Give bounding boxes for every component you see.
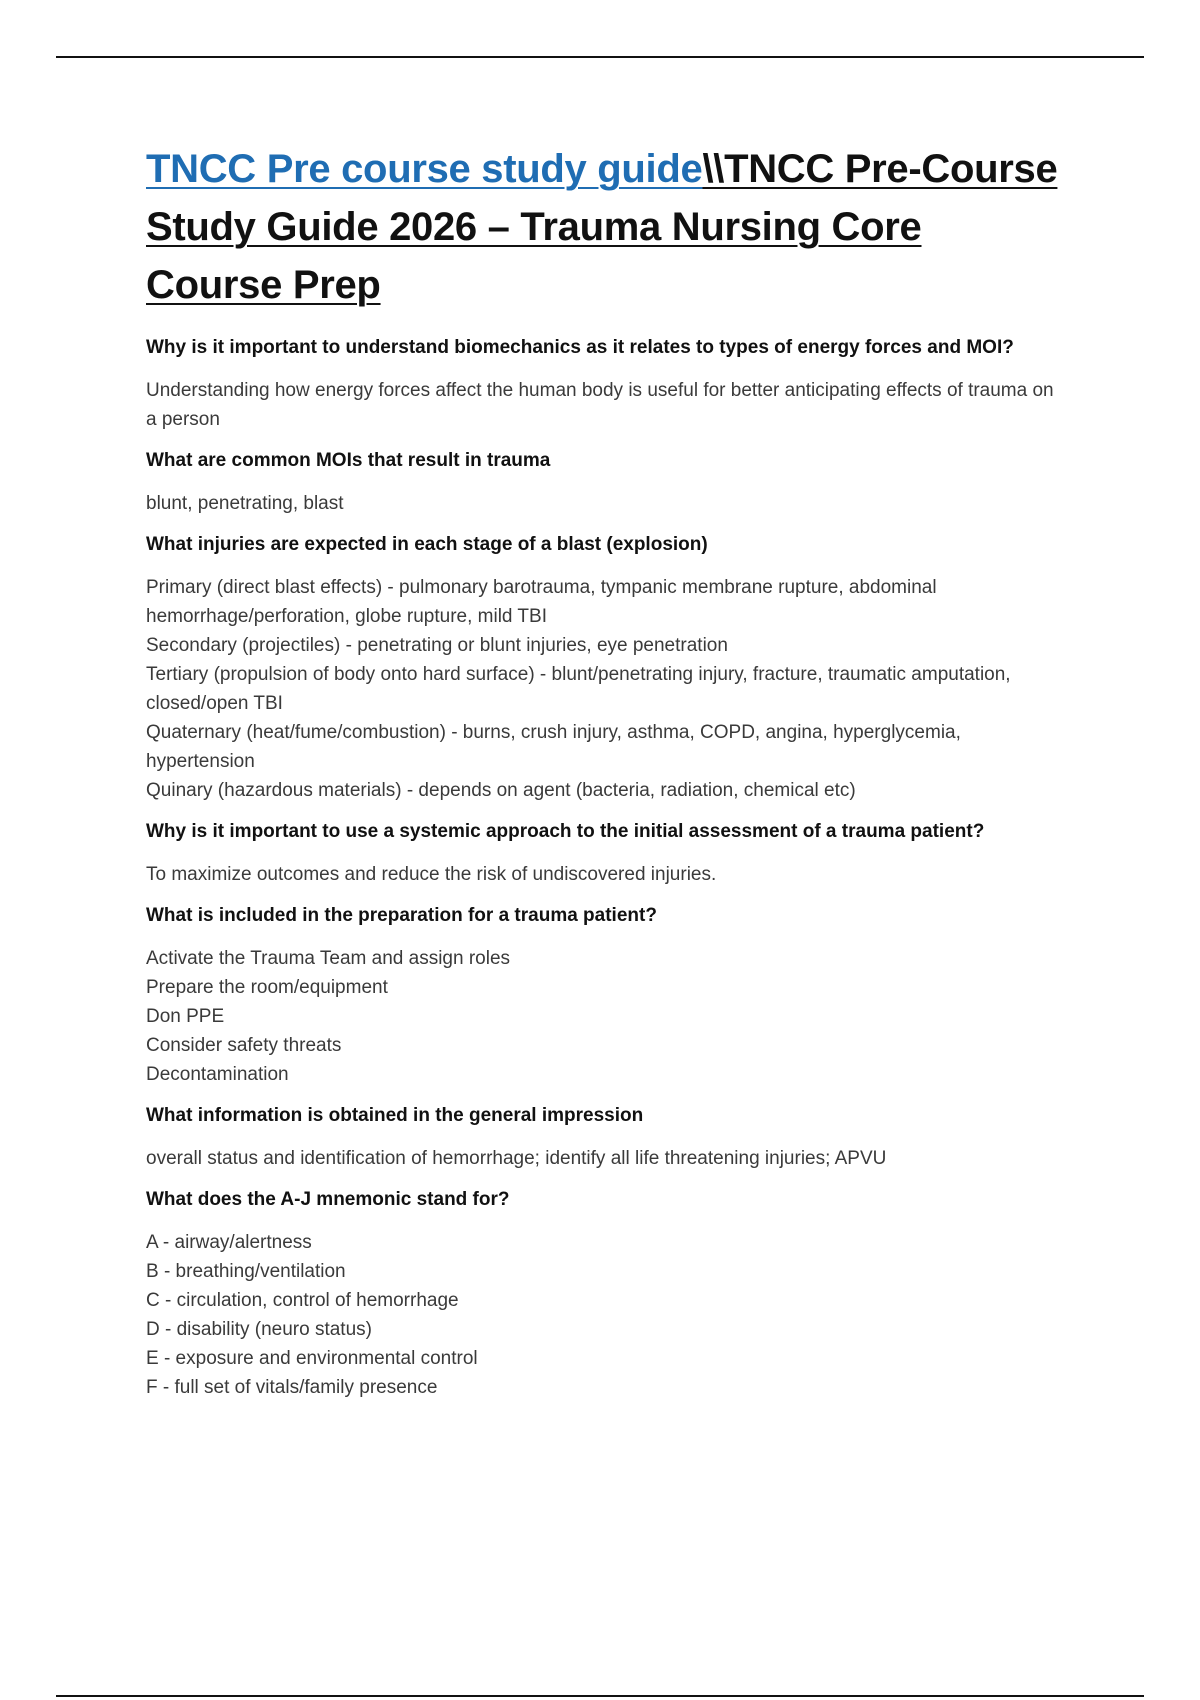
document-body bbox=[146, 140, 1066, 1402]
question-6: What information is obtained in the general impression bbox=[146, 1105, 644, 1126]
answer-7-line-2: B - breathing/ventilation bbox=[146, 1261, 346, 1282]
answer-5 bbox=[146, 944, 1066, 1089]
top-rule bbox=[56, 56, 1144, 58]
question-7: What does the A-J mnemonic stand for? bbox=[146, 1189, 510, 1210]
page-title bbox=[146, 140, 1066, 314]
answer-5-line-3: Don PPE bbox=[146, 1006, 225, 1027]
answer-3-line-5: Quinary (hazardous materials) - depends on agent (bacteria, radiation, chemical etc) bbox=[146, 780, 856, 801]
answer-7-line-4: D - disability (neuro status) bbox=[146, 1319, 372, 1340]
answer-5-line-4: Consider safety threats bbox=[146, 1035, 342, 1056]
answer-5-line-1: Activate the Trauma Team and assign roles bbox=[146, 948, 511, 969]
answer-3 bbox=[146, 573, 1066, 805]
answer-7-line-1: A - airway/alertness bbox=[146, 1232, 312, 1253]
answer-4-line-1: To maximize outcomes and reduce the risk of undiscovered injuries. bbox=[146, 864, 717, 885]
question-4: Why is it important to use a systemic approach to the initial assessment of a trauma patient? bbox=[146, 821, 985, 842]
answer-1-line-1: Understanding how energy forces affect the human body is useful for better anticipating effects of trauma on a person bbox=[146, 380, 1054, 430]
question-3: What injuries are expected in each stage of a blast (explosion) bbox=[146, 534, 708, 555]
answer-3-line-3: Tertiary (propulsion of body onto hard surface) - blunt/penetrating injury, fracture, traumatic amputation, closed/open TBI bbox=[146, 664, 1011, 714]
question-2: What are common MOIs that result in trauma bbox=[146, 450, 551, 471]
answer-7-line-6: F - full set of vitals/family presence bbox=[146, 1377, 438, 1398]
answer-5-line-5: Decontamination bbox=[146, 1064, 289, 1085]
question-1: Why is it important to understand biomechanics as it relates to types of energy forces and MOI? bbox=[146, 337, 1014, 358]
bottom-rule bbox=[56, 1695, 1144, 1697]
answer-6 bbox=[146, 1144, 1066, 1173]
answer-7 bbox=[146, 1228, 1066, 1402]
answer-2 bbox=[146, 489, 1066, 518]
answer-1 bbox=[146, 376, 1066, 434]
answer-3-line-4: Quaternary (heat/fume/combustion) - burns, crush injury, asthma, COPD, angina, hyperglycemia, hypertension bbox=[146, 722, 961, 772]
answer-7-line-3: C - circulation, control of hemorrhage bbox=[146, 1290, 459, 1311]
answer-3-line-2: Secondary (projectiles) - penetrating or blunt injuries, eye penetration bbox=[146, 635, 728, 656]
title-rest: \\TNCC Pre-Course Study Guide 2026 – Trauma Nursing Core Course Prep bbox=[146, 147, 1058, 307]
answer-6-line-1: overall status and identification of hemorrhage; identify all life threatening injuries; APVU bbox=[146, 1148, 887, 1169]
answer-3-line-1: Primary (direct blast effects) - pulmonary barotrauma, tympanic membrane rupture, abdominal hemorrhage/perforation, globe rupture, mild TBI bbox=[146, 577, 937, 627]
answer-4 bbox=[146, 860, 1066, 889]
answer-5-line-2: Prepare the room/equipment bbox=[146, 977, 388, 998]
answer-2-line-1: blunt, penetrating, blast bbox=[146, 493, 344, 514]
title-link[interactable]: TNCC Pre course study guide bbox=[146, 147, 703, 191]
question-5: What is included in the preparation for a trauma patient? bbox=[146, 905, 657, 926]
answer-7-line-5: E - exposure and environmental control bbox=[146, 1348, 478, 1369]
